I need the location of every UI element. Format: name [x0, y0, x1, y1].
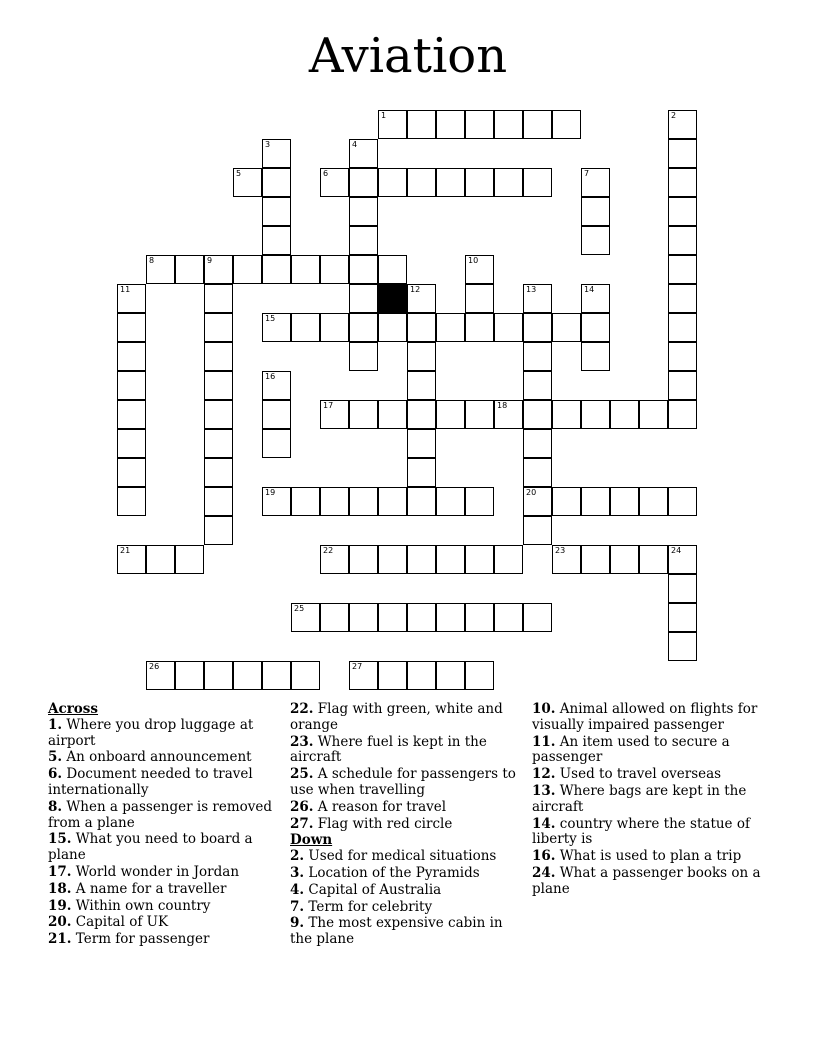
clue-text: What you need to board a plane [48, 831, 253, 864]
clue-text: country where the statue of liberty is [532, 815, 750, 848]
grid-cell[interactable] [378, 545, 407, 574]
grid-cell[interactable] [204, 429, 233, 458]
grid-cell[interactable] [262, 400, 291, 429]
clue-number-label: 19 [265, 488, 276, 497]
clue-number-label: 9 [207, 256, 213, 265]
clue-number-label: 17 [323, 401, 334, 410]
clue-number: 15. [48, 831, 72, 848]
grid-cell[interactable] [204, 400, 233, 429]
grid-cell[interactable] [117, 429, 146, 458]
grid-cell[interactable] [378, 400, 407, 429]
down-clue [532, 866, 764, 898]
grid-cell[interactable] [668, 400, 697, 429]
clue-number-label: 8 [149, 256, 155, 265]
across-clue [290, 702, 522, 734]
grid-cell[interactable] [204, 313, 233, 342]
clue-number: 4. [290, 881, 305, 898]
grid-cell[interactable] [117, 313, 146, 342]
grid-cell[interactable] [320, 545, 349, 574]
grid-cell[interactable] [552, 110, 581, 139]
grid-cell[interactable] [581, 400, 610, 429]
clue-text: Capital of Australia [304, 881, 442, 898]
grid-cell[interactable] [349, 342, 378, 371]
black-square [378, 284, 407, 313]
clue-number-label: 24 [671, 546, 682, 555]
across-clue [48, 832, 280, 864]
grid-cell[interactable] [291, 487, 320, 516]
grid-cell[interactable] [668, 371, 697, 400]
down-clue [532, 735, 764, 767]
clue-text: Animal allowed on flights for visually impaired passenger [532, 701, 758, 733]
grid-cell[interactable] [610, 400, 639, 429]
grid-cell[interactable] [523, 487, 552, 516]
grid-cell[interactable] [639, 545, 668, 574]
grid-cell[interactable] [581, 284, 610, 313]
grid-cell[interactable] [262, 487, 291, 516]
grid-cell[interactable] [581, 226, 610, 255]
across-clue [290, 767, 522, 799]
grid-cell[interactable] [204, 516, 233, 545]
clue-text: A schedule for passengers to use when travelling [290, 766, 516, 798]
clue-number: 20. [48, 914, 72, 931]
down-clue [532, 849, 764, 865]
across-clue-list-continued [290, 702, 522, 832]
grid-cell[interactable] [349, 168, 378, 197]
down-clue [532, 767, 764, 783]
across-heading: Across [48, 701, 99, 717]
grid-cell[interactable] [146, 545, 175, 574]
grid-cell[interactable] [349, 284, 378, 313]
grid-cell[interactable] [436, 603, 465, 632]
grid-cell[interactable] [407, 168, 436, 197]
clue-number: 3. [290, 864, 305, 881]
across-clue [48, 767, 280, 799]
clue-number: 7. [290, 898, 305, 915]
clue-text: A name for a traveller [71, 880, 227, 897]
down-clue [290, 849, 522, 865]
grid-cell[interactable] [407, 545, 436, 574]
grid-cell[interactable] [436, 661, 465, 690]
grid-cell[interactable] [552, 545, 581, 574]
grid-cell[interactable] [668, 110, 697, 139]
grid-cell[interactable] [436, 168, 465, 197]
grid-cell[interactable] [581, 487, 610, 516]
grid-cell[interactable] [668, 487, 697, 516]
grid-cell[interactable] [610, 545, 639, 574]
grid-cell[interactable] [320, 168, 349, 197]
grid-cell[interactable] [552, 400, 581, 429]
grid-cell[interactable] [407, 371, 436, 400]
grid-cell[interactable] [291, 661, 320, 690]
down-clue-list [290, 849, 522, 948]
grid-cell[interactable] [262, 429, 291, 458]
grid-cell[interactable] [668, 139, 697, 168]
grid-cell[interactable] [436, 545, 465, 574]
grid-cell[interactable] [233, 661, 262, 690]
across-clue [290, 817, 522, 833]
grid-cell[interactable] [349, 661, 378, 690]
grid-cell[interactable] [581, 342, 610, 371]
clue-number-label: 3 [265, 140, 271, 149]
grid-cell[interactable] [378, 168, 407, 197]
down-clue-list-continued [532, 702, 764, 898]
grid-cell[interactable] [262, 168, 291, 197]
grid-cell[interactable] [668, 632, 697, 661]
grid-cell[interactable] [523, 284, 552, 313]
grid-cell[interactable] [494, 545, 523, 574]
across-clue [48, 915, 280, 931]
grid-cell[interactable] [262, 226, 291, 255]
clue-text: A reason for travel [313, 798, 447, 815]
across-clue [48, 865, 280, 881]
clue-text: An item used to secure a passenger [532, 733, 730, 766]
grid-cell[interactable] [175, 545, 204, 574]
grid-cell[interactable] [465, 487, 494, 516]
grid-cell[interactable] [262, 661, 291, 690]
grid-cell[interactable] [262, 139, 291, 168]
clue-number-label: 11 [120, 285, 131, 294]
grid-cell[interactable] [465, 603, 494, 632]
grid-cell[interactable] [465, 313, 494, 342]
clue-number-label: 7 [584, 169, 590, 178]
clue-number: 18. [48, 880, 72, 897]
across-clue [48, 750, 280, 766]
clue-number-label: 10 [468, 256, 479, 265]
grid-cell[interactable] [407, 487, 436, 516]
clue-number-label: 20 [526, 488, 537, 497]
grid-cell[interactable] [668, 284, 697, 313]
across-clue [290, 735, 522, 767]
clue-number: 19. [48, 897, 72, 914]
grid-cell[interactable] [349, 255, 378, 284]
clue-number: 27. [290, 815, 314, 832]
across-clue [48, 932, 280, 948]
clue-text: The most expensive cabin in the plane [290, 915, 503, 948]
clue-number-label: 25 [294, 604, 305, 613]
clue-number-label: 21 [120, 546, 131, 555]
grid-cell[interactable] [175, 255, 204, 284]
grid-cell[interactable] [349, 603, 378, 632]
grid-cell[interactable] [668, 168, 697, 197]
grid-cell[interactable] [494, 603, 523, 632]
grid-cell[interactable] [291, 603, 320, 632]
across-clue [48, 882, 280, 898]
grid-cell[interactable] [262, 313, 291, 342]
clue-number: 26. [290, 798, 314, 815]
down-clue [532, 784, 764, 816]
grid-cell[interactable] [349, 400, 378, 429]
clue-number: 13. [532, 782, 556, 799]
grid-cell[interactable] [146, 661, 175, 690]
grid-cell[interactable] [523, 168, 552, 197]
grid-cell[interactable] [233, 168, 262, 197]
grid-cell[interactable] [581, 197, 610, 226]
grid-cell[interactable] [262, 197, 291, 226]
grid-cell[interactable] [465, 400, 494, 429]
grid-cell[interactable] [407, 313, 436, 342]
grid-cell[interactable] [494, 110, 523, 139]
clue-number: 8. [48, 798, 63, 815]
clue-text: Location of the Pyramids [304, 864, 480, 881]
grid-cell[interactable] [349, 545, 378, 574]
clue-number: 1. [48, 716, 63, 733]
grid-cell[interactable] [320, 313, 349, 342]
grid-cell[interactable] [552, 313, 581, 342]
clue-number: 14. [532, 815, 556, 832]
grid-cell[interactable] [668, 603, 697, 632]
grid-cell[interactable] [523, 516, 552, 545]
down-clue [290, 916, 522, 948]
clue-number: 5. [48, 749, 63, 766]
down-clue [532, 702, 764, 734]
grid-cell[interactable] [436, 110, 465, 139]
grid-cell[interactable] [523, 313, 552, 342]
clue-number: 6. [48, 766, 63, 783]
clue-text: Document needed to travel internationally [48, 766, 253, 798]
clue-text: An onboard announcement [62, 749, 252, 766]
clue-text: When a passenger is removed from a plane [48, 798, 273, 831]
grid-cell[interactable] [668, 197, 697, 226]
grid-cell[interactable] [581, 168, 610, 197]
grid-cell[interactable] [407, 400, 436, 429]
clue-number-label: 16 [265, 372, 276, 381]
down-clue [290, 900, 522, 916]
grid-cell[interactable] [204, 284, 233, 313]
grid-cell[interactable] [320, 400, 349, 429]
grid-cell[interactable] [523, 400, 552, 429]
grid-cell[interactable] [378, 661, 407, 690]
grid-cell[interactable] [320, 487, 349, 516]
grid-cell[interactable] [117, 342, 146, 371]
puzzle-title: Aviation [308, 28, 508, 84]
grid-cell[interactable] [349, 197, 378, 226]
clue-number-label: 12 [410, 285, 421, 294]
clue-number-label: 14 [584, 285, 595, 294]
grid-cell[interactable] [668, 255, 697, 284]
grid-cell[interactable] [320, 603, 349, 632]
grid-cell[interactable] [320, 255, 349, 284]
clues-column-3 [532, 702, 764, 899]
grid-cell[interactable] [494, 400, 523, 429]
grid-cell[interactable] [407, 661, 436, 690]
grid-cell[interactable] [523, 342, 552, 371]
grid-cell[interactable] [407, 458, 436, 487]
grid-cell[interactable] [378, 255, 407, 284]
grid-cell[interactable] [146, 255, 175, 284]
clue-text: Where you drop luggage at airport [48, 716, 254, 749]
grid-cell[interactable] [233, 255, 262, 284]
clue-number-label: 13 [526, 285, 537, 294]
clue-text: What a passenger books on a plane [532, 864, 761, 897]
clue-number: 12. [532, 766, 556, 783]
down-clue [290, 883, 522, 899]
grid-cell[interactable] [407, 110, 436, 139]
across-clue [290, 800, 522, 816]
grid-cell[interactable] [378, 313, 407, 342]
grid-cell[interactable] [407, 429, 436, 458]
grid-cell[interactable] [291, 255, 320, 284]
grid-cell[interactable] [523, 371, 552, 400]
grid-cell[interactable] [465, 110, 494, 139]
grid-cell[interactable] [117, 284, 146, 313]
clue-text: Within own country [71, 897, 211, 914]
clue-text: Where bags are kept in the aircraft [532, 782, 747, 815]
clue-text: Flag with green, white and orange [290, 701, 503, 733]
clue-number-label: 22 [323, 546, 334, 555]
grid-cell[interactable] [523, 603, 552, 632]
clue-number-label: 18 [497, 401, 508, 410]
grid-cell[interactable] [407, 342, 436, 371]
clue-text: Used for medical situations [304, 848, 497, 865]
clue-number: 2. [290, 848, 305, 865]
grid-cell[interactable] [175, 661, 204, 690]
grid-cell[interactable] [378, 110, 407, 139]
grid-cell[interactable] [407, 603, 436, 632]
grid-cell[interactable] [436, 487, 465, 516]
clue-text: Term for celebrity [304, 898, 433, 915]
grid-cell[interactable] [349, 139, 378, 168]
grid-cell[interactable] [610, 487, 639, 516]
grid-cell[interactable] [523, 110, 552, 139]
clues-column-2 [290, 702, 522, 949]
grid-cell[interactable] [291, 313, 320, 342]
clue-text: Capital of UK [71, 914, 169, 931]
clue-number-label: 26 [149, 662, 160, 671]
clue-number: 16. [532, 848, 556, 865]
clue-number-label: 1 [381, 111, 387, 120]
grid-cell[interactable] [494, 168, 523, 197]
grid-cell[interactable] [668, 574, 697, 603]
grid-cell[interactable] [668, 545, 697, 574]
clue-text: World wonder in Jordan [71, 863, 240, 880]
clue-number: 25. [290, 766, 314, 783]
grid-cell[interactable] [523, 429, 552, 458]
grid-cell[interactable] [262, 255, 291, 284]
grid-cell[interactable] [523, 458, 552, 487]
grid-cell[interactable] [378, 603, 407, 632]
grid-cell[interactable] [204, 661, 233, 690]
across-clue [48, 718, 280, 750]
clue-number: 10. [532, 701, 556, 717]
clue-text: Where fuel is kept in the aircraft [290, 733, 487, 766]
grid-cell[interactable] [668, 313, 697, 342]
grid-cell[interactable] [407, 284, 436, 313]
grid-cell[interactable] [204, 371, 233, 400]
down-clue [532, 817, 764, 849]
grid-cell[interactable] [639, 400, 668, 429]
clue-number: 17. [48, 863, 72, 880]
clues-column-1 [48, 702, 280, 949]
across-clue [48, 899, 280, 915]
grid-cell[interactable] [349, 487, 378, 516]
grid-cell[interactable] [465, 545, 494, 574]
clue-number: 24. [532, 864, 556, 881]
grid-cell[interactable] [436, 313, 465, 342]
clue-number: 23. [290, 733, 314, 750]
grid-cell[interactable] [494, 313, 523, 342]
grid-cell[interactable] [465, 168, 494, 197]
across-clue [48, 800, 280, 832]
grid-cell[interactable] [262, 371, 291, 400]
grid-cell[interactable] [465, 255, 494, 284]
clue-number: 22. [290, 701, 314, 717]
clue-number-label: 15 [265, 314, 276, 323]
grid-cell[interactable] [204, 342, 233, 371]
clue-number-label: 2 [671, 111, 677, 120]
grid-cell[interactable] [117, 458, 146, 487]
clue-number-label: 23 [555, 546, 566, 555]
grid-cell[interactable] [552, 487, 581, 516]
grid-cell[interactable] [117, 371, 146, 400]
grid-cell[interactable] [204, 487, 233, 516]
down-clue [290, 866, 522, 882]
grid-cell[interactable] [117, 400, 146, 429]
grid-cell[interactable] [668, 226, 697, 255]
grid-cell[interactable] [204, 458, 233, 487]
down-heading: Down [290, 832, 333, 849]
clue-text: Term for passenger [71, 931, 210, 948]
grid-cell[interactable] [581, 313, 610, 342]
clue-number-label: 4 [352, 140, 358, 149]
grid-cell[interactable] [117, 545, 146, 574]
grid-cell[interactable] [668, 342, 697, 371]
grid-cell[interactable] [378, 487, 407, 516]
grid-cell[interactable] [436, 400, 465, 429]
grid-cell[interactable] [204, 255, 233, 284]
clue-number: 21. [48, 931, 72, 948]
clue-text: Used to travel overseas [555, 766, 722, 783]
grid-cell[interactable] [349, 313, 378, 342]
grid-cell[interactable] [581, 545, 610, 574]
grid-cell[interactable] [349, 226, 378, 255]
clue-number: 9. [290, 915, 305, 932]
clue-text: Flag with red circle [313, 815, 453, 832]
clue-number-label: 6 [323, 169, 329, 178]
grid-cell[interactable] [465, 661, 494, 690]
clue-text: What is used to plan a trip [555, 848, 742, 865]
grid-cell[interactable] [465, 284, 494, 313]
clue-number-label: 27 [352, 662, 363, 671]
grid-cell[interactable] [117, 487, 146, 516]
grid-cell[interactable] [639, 487, 668, 516]
clue-number-label: 5 [236, 169, 242, 178]
clue-number: 11. [532, 733, 556, 750]
across-clue-list [48, 718, 280, 948]
